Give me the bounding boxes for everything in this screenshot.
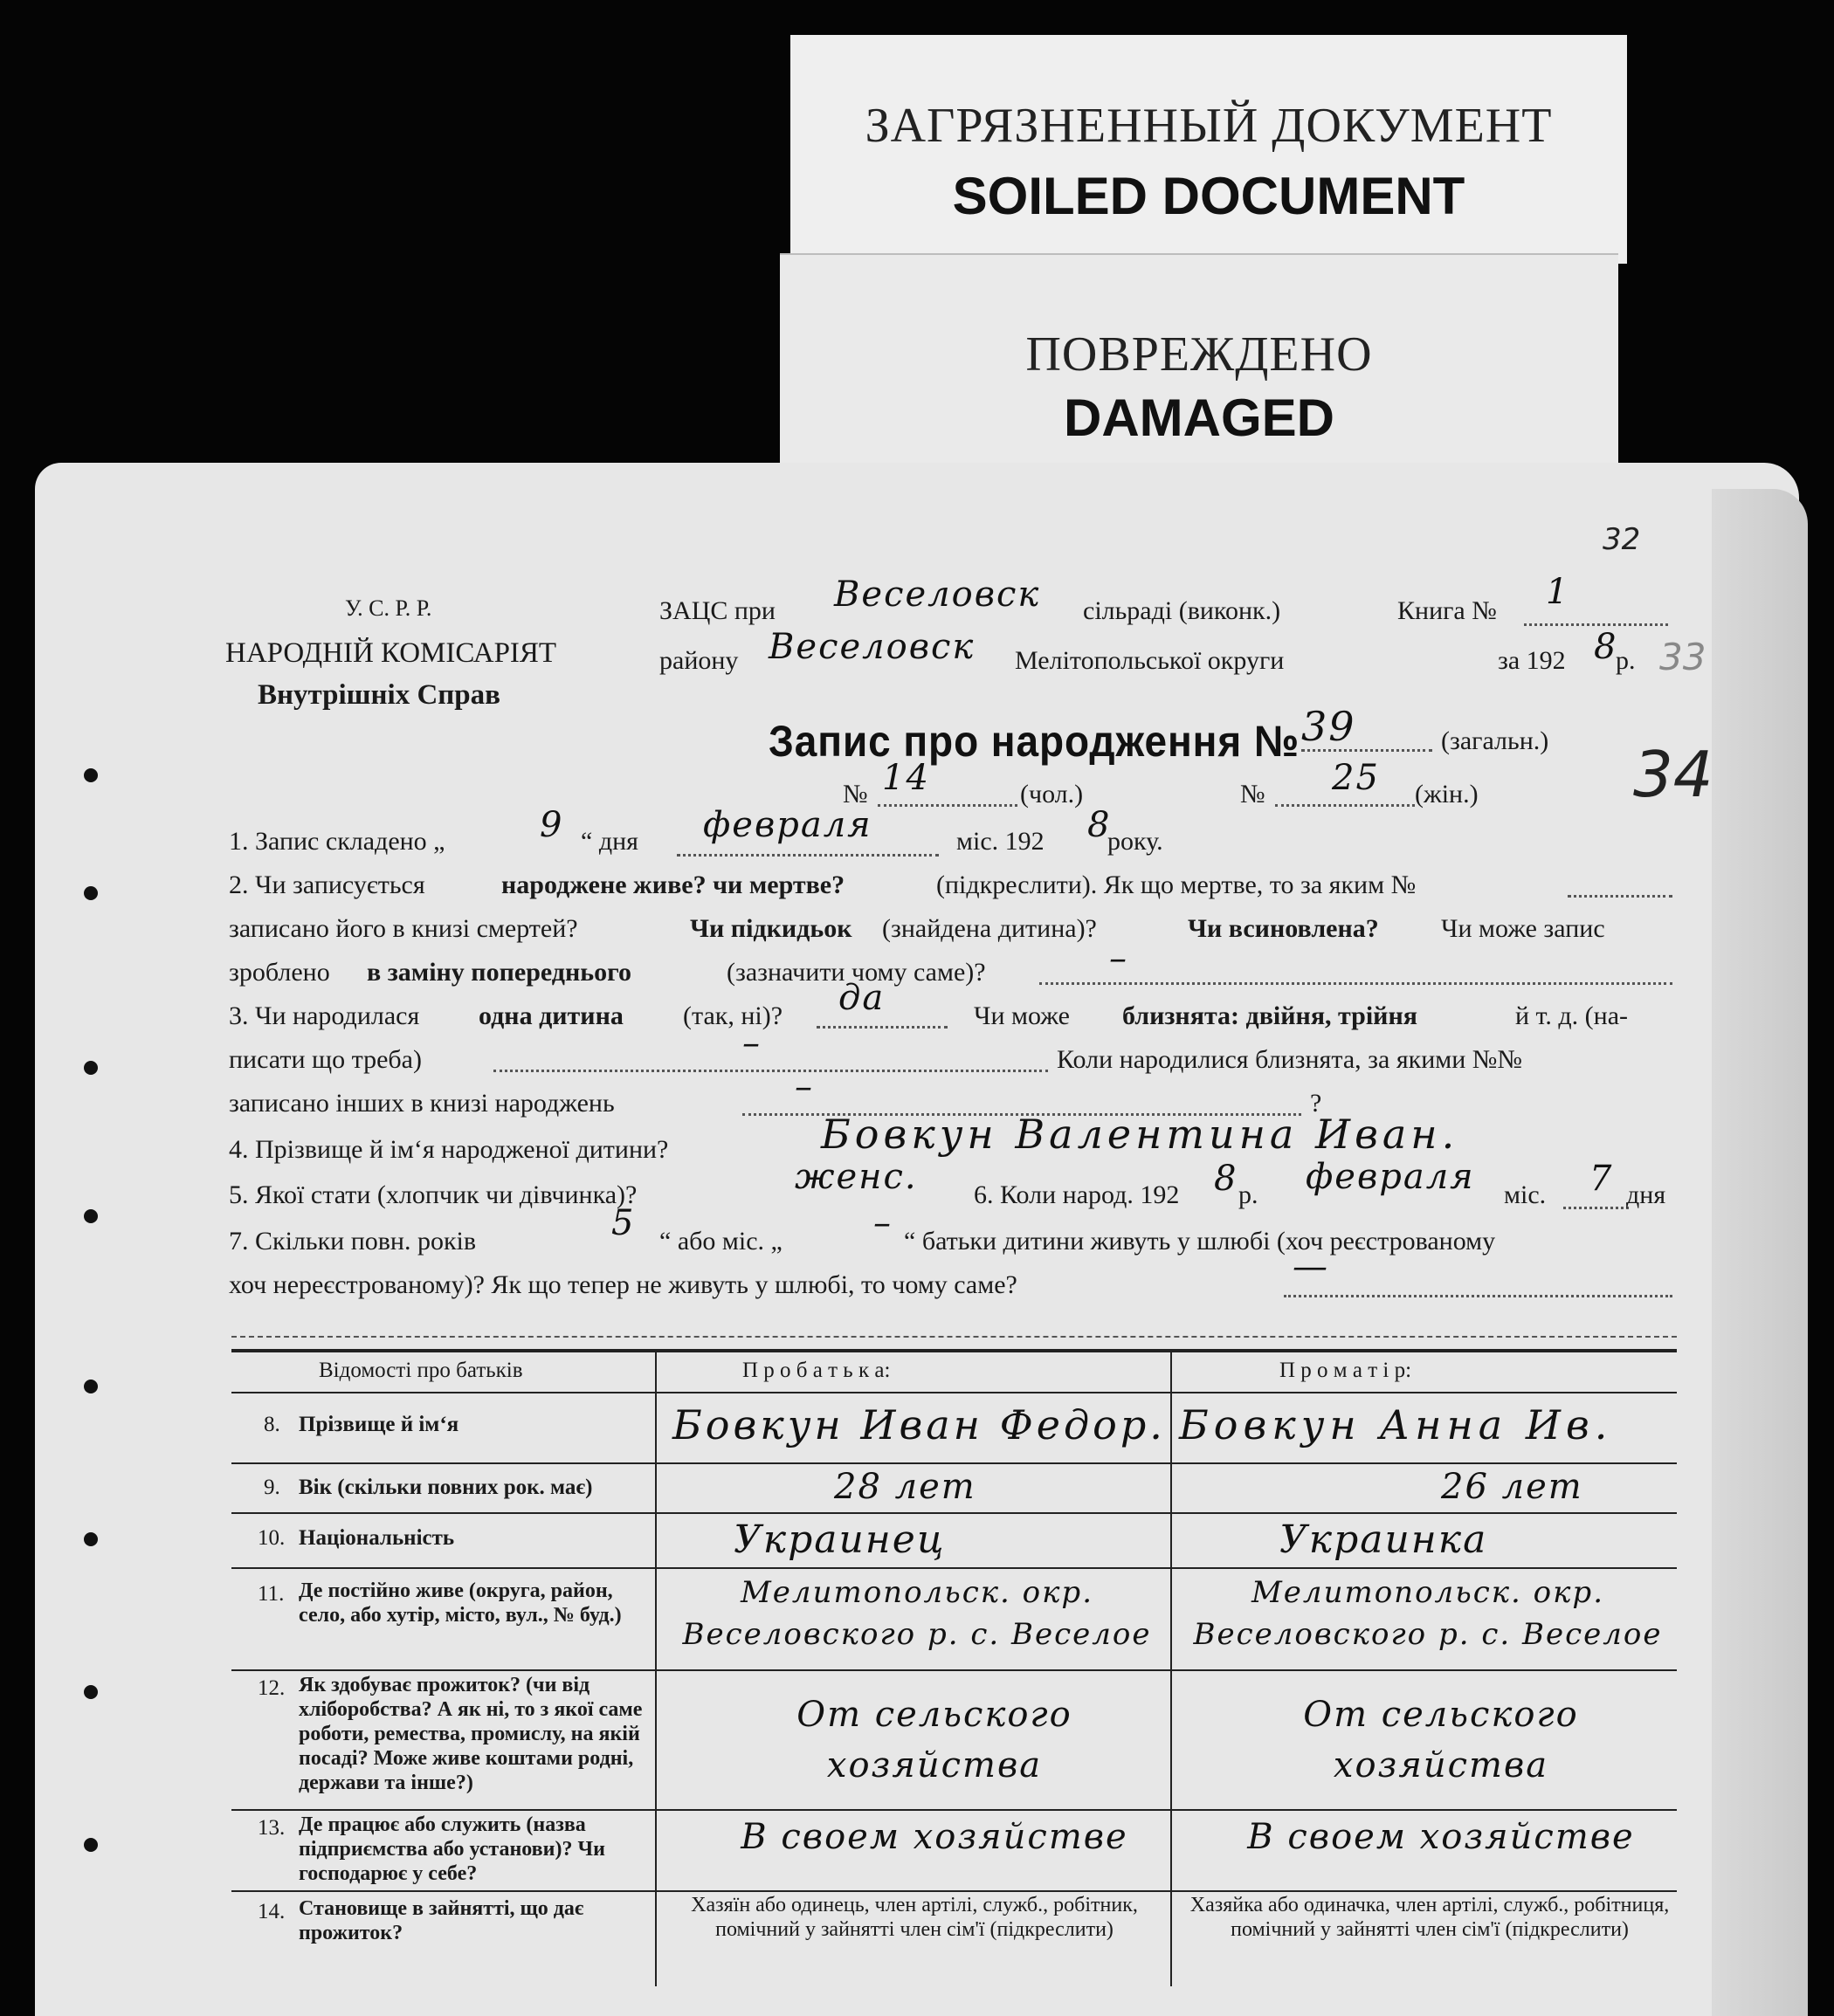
q1-label-d: року.	[1107, 827, 1163, 856]
punch-hole	[84, 1209, 98, 1223]
q3-line1-a: 3. Чи народилася	[229, 1001, 420, 1030]
margin-number: 34	[1633, 738, 1713, 811]
punch-hole	[84, 886, 98, 900]
dotted-line	[878, 804, 1017, 807]
table-header-mother: П р о м а т і р:	[1279, 1359, 1412, 1382]
q2-line2-a: записано його в книзі смертей?	[229, 914, 578, 943]
row-label: Де працює або служить (назва підприємства або установи)? Чи господарює у себе?	[299, 1813, 605, 1885]
q3-answer3: –	[795, 1067, 814, 1107]
district-suffix: Мелітопольської округи	[1015, 646, 1285, 675]
father-employment-status: Хазяїн або одинець, член артілі, служб., робітник, помічний у зайнятті член сім'ї (підкреслити)	[691, 1894, 1138, 1941]
q7-line1-b: “ або міс. „	[659, 1227, 783, 1256]
q2-line3-c: (зазначити чому саме)?	[727, 958, 986, 987]
punch-hole	[84, 1838, 98, 1852]
table-row-border	[231, 1392, 1677, 1393]
q3-line1-e: близнята: двійня, трійня	[1122, 1001, 1417, 1030]
year-value: 8	[1594, 627, 1618, 667]
q2-line1-a: 2. Чи записується	[229, 870, 425, 899]
zags-prefix: ЗАЦС при	[659, 596, 776, 625]
q1-month: февраля	[703, 805, 872, 845]
dotted-line	[1563, 1207, 1629, 1209]
dotted-line	[493, 1070, 1048, 1072]
q3-line1-c: (так, ні)?	[683, 1001, 783, 1030]
row-number: 9.	[264, 1476, 280, 1499]
punch-hole	[84, 1380, 98, 1393]
q6-day: 7	[1589, 1159, 1614, 1199]
dotted-line	[1568, 895, 1672, 898]
q6-mis: міс.	[1504, 1180, 1547, 1209]
female-no-label: №	[1240, 780, 1265, 808]
mother-workplace: В своем хозяйстве	[1247, 1817, 1635, 1857]
table-top-border	[231, 1349, 1677, 1352]
zags-suffix: сільраді (виконк.)	[1083, 596, 1281, 625]
q1-label-b: “ дня	[581, 827, 638, 856]
dotted-line	[1284, 1295, 1672, 1297]
record-title: Запис про народження №	[769, 717, 1300, 766]
row-label: Становище в зайнятті, що дає прожиток?	[299, 1897, 584, 1944]
q3-answer2: –	[742, 1023, 762, 1063]
male-label: (чол.)	[1020, 780, 1084, 808]
q7-line2: хоч нереєстрованому)? Як що тепер не живуть у шлюбі, то чому саме?	[229, 1270, 1017, 1299]
q1-day: 9	[540, 805, 564, 845]
row-label: Де постійно живе (округа, район, село, або хутір, місто, вул., № буд.)	[299, 1579, 622, 1627]
table-row-border	[231, 1890, 1677, 1892]
margin-number: 32	[1603, 522, 1641, 557]
father-livelihood: От сельского хозяйства	[796, 1695, 1072, 1786]
paper-edge-shadow	[1712, 489, 1808, 2016]
commissariat-label: НАРОДНІЙ КОМІСАРІЯТ	[225, 637, 557, 669]
punch-hole	[84, 768, 98, 782]
general-number: 39	[1301, 703, 1356, 750]
female-label: (жін.)	[1415, 780, 1479, 808]
row-label: Вік (скільки повних рок. має)	[299, 1476, 593, 1499]
book-value: 1	[1546, 572, 1570, 612]
q6-dnya: дня	[1626, 1180, 1666, 1209]
q7-answer: —	[1293, 1247, 1329, 1287]
q1-label-c: міс. 192	[956, 827, 1045, 856]
q2-line2-c: (знайдена дитина)?	[882, 914, 1097, 943]
row-label: Прізвище й ім‘я	[299, 1413, 459, 1436]
mother-employment-status: Хазяйка або одиначка, член артілі, служб., робітниця, помічний у зайнятті член сім'ї (підкреслити)	[1189, 1894, 1670, 1941]
soiled-label-ru: ЗАГРЯЗНЕННЫЙ ДОКУМЕНТ	[865, 99, 1553, 153]
table-row-border	[231, 1809, 1677, 1811]
q6-r: р.	[1238, 1180, 1258, 1209]
row-label: Національність	[299, 1526, 455, 1550]
q7-years: 5	[611, 1203, 636, 1243]
ussr-label: У. С. Р. Р.	[345, 595, 432, 621]
district-prefix: району	[659, 646, 739, 675]
mother-nationality: Украинка	[1279, 1517, 1488, 1562]
father-residence: Мелитопольск. окр. Веселовского р. с. Веселое	[682, 1575, 1152, 1652]
father-workplace: В своем хозяйстве	[741, 1817, 1128, 1857]
q3-line3-b: ?	[1310, 1089, 1322, 1118]
male-no-label: №	[843, 780, 868, 808]
q7-line1-c: “ батьки дитини живуть у шлюбі (хоч реєстрованому	[904, 1227, 1496, 1256]
q2-answer: –	[1109, 939, 1128, 979]
internal-affairs-label: Внутрішніх Справ	[258, 679, 500, 711]
mother-livelihood: От сельского хозяйства	[1303, 1695, 1579, 1786]
q5-label: 5. Якої стати (хлопчик чи дівчинка)?	[229, 1180, 638, 1209]
q6-year: 8	[1214, 1159, 1238, 1199]
dotted-line	[1275, 804, 1415, 807]
table-row-border	[231, 1512, 1677, 1514]
year-prefix: за 192	[1498, 646, 1566, 675]
separator-line	[231, 1336, 1677, 1338]
dotted-line	[1039, 982, 1672, 985]
q3-line3-a: записано інших в книзі народжень	[229, 1089, 615, 1118]
soiled-label-en: SOILED DOCUMENT	[952, 167, 1465, 225]
q2-line2-d: Чи всиновлена?	[1188, 914, 1379, 943]
q3-line1-b: одна дитина	[479, 1001, 624, 1030]
mother-surname-name: Бовкун Анна Ив.	[1179, 1401, 1613, 1448]
zags-value: Веселовск	[834, 575, 1041, 615]
row-number: 14.	[258, 1900, 286, 1923]
row-number: 11.	[258, 1582, 285, 1606]
damaged-card	[780, 253, 1618, 469]
punch-hole	[84, 1061, 98, 1075]
father-nationality: Украинец	[734, 1517, 946, 1562]
male-number: 14	[882, 758, 930, 798]
q1-label-a: 1. Запис складено „	[229, 827, 445, 856]
q2-line2-e: Чи може запис	[1441, 914, 1605, 943]
q5-answer: женс.	[795, 1157, 918, 1197]
q6-label: 6. Коли народ. 192	[974, 1180, 1180, 1209]
q4-answer: Бовкун Валентина Иван.	[821, 1111, 1459, 1158]
father-surname-name: Бовкун Иван Федор.	[672, 1401, 1166, 1448]
punch-hole	[84, 1685, 98, 1699]
q3-line1-f: й т. д. (на-	[1515, 1001, 1629, 1030]
year-suffix: р.	[1616, 646, 1636, 675]
margin-number: 33	[1659, 636, 1706, 678]
dotted-line	[677, 854, 939, 857]
q2-line1-c: (підкреслити). Як що мертве, то за яким №	[936, 870, 1417, 899]
q2-line3-a: зроблено	[229, 958, 330, 987]
table-header-father: П р о б а т ь к а:	[742, 1359, 891, 1382]
father-age: 28 лет	[834, 1467, 976, 1507]
dotted-line	[817, 1026, 948, 1029]
q6-month: февраля	[1306, 1157, 1475, 1197]
table-header-info: Відомості про батьків	[319, 1359, 523, 1382]
female-number: 25	[1332, 758, 1380, 798]
damaged-label-ru: ПОВРЕЖДЕНО	[1025, 327, 1373, 382]
q2-line3-b: в заміну попереднього	[367, 958, 632, 987]
soiled-document-card	[790, 35, 1627, 264]
row-number: 10.	[258, 1526, 286, 1550]
q2-line2-b: Чи підкидьок	[690, 914, 852, 943]
district-value: Веселовск	[769, 627, 976, 667]
q3-answer: да	[838, 978, 886, 1018]
punch-hole	[84, 1532, 98, 1546]
general-label: (загальн.)	[1441, 726, 1549, 755]
q1-year: 8	[1087, 805, 1112, 845]
table-row-border	[231, 1462, 1677, 1464]
dotted-line	[1301, 749, 1432, 752]
table-row-border	[231, 1567, 1677, 1569]
row-number: 8.	[264, 1413, 280, 1436]
mother-age: 26 лет	[1441, 1467, 1583, 1507]
q3-line2-b: Коли народилися близнята, за якими №№	[1057, 1045, 1523, 1074]
dotted-line	[1524, 623, 1668, 626]
q7-line1-a: 7. Скільки повн. років	[229, 1227, 477, 1256]
q3-line1-d: Чи може	[974, 1001, 1070, 1030]
damaged-label-en: DAMAGED	[1064, 389, 1334, 447]
q2-line1-b: народжене живе? чи мертве?	[501, 870, 845, 899]
q7-months: –	[873, 1203, 893, 1243]
row-label: Як здобуває прожиток? (чи від хліборобства? А як ні, то з якої саме роботи, ремества, промислу, на якій посаді? Може живе коштами родні, держави та інше?)	[299, 1674, 643, 1794]
table-row-border	[231, 1669, 1677, 1671]
book-label: Книга №	[1397, 596, 1497, 625]
row-number: 12.	[258, 1676, 286, 1700]
row-number: 13.	[258, 1816, 286, 1840]
q4-label: 4. Прізвище й ім‘я народженої дитини?	[229, 1135, 669, 1164]
mother-residence: Мелитопольск. окр. Веселовского р. с. Веселое	[1193, 1575, 1663, 1652]
q3-line2-a: писати що треба)	[229, 1045, 422, 1074]
